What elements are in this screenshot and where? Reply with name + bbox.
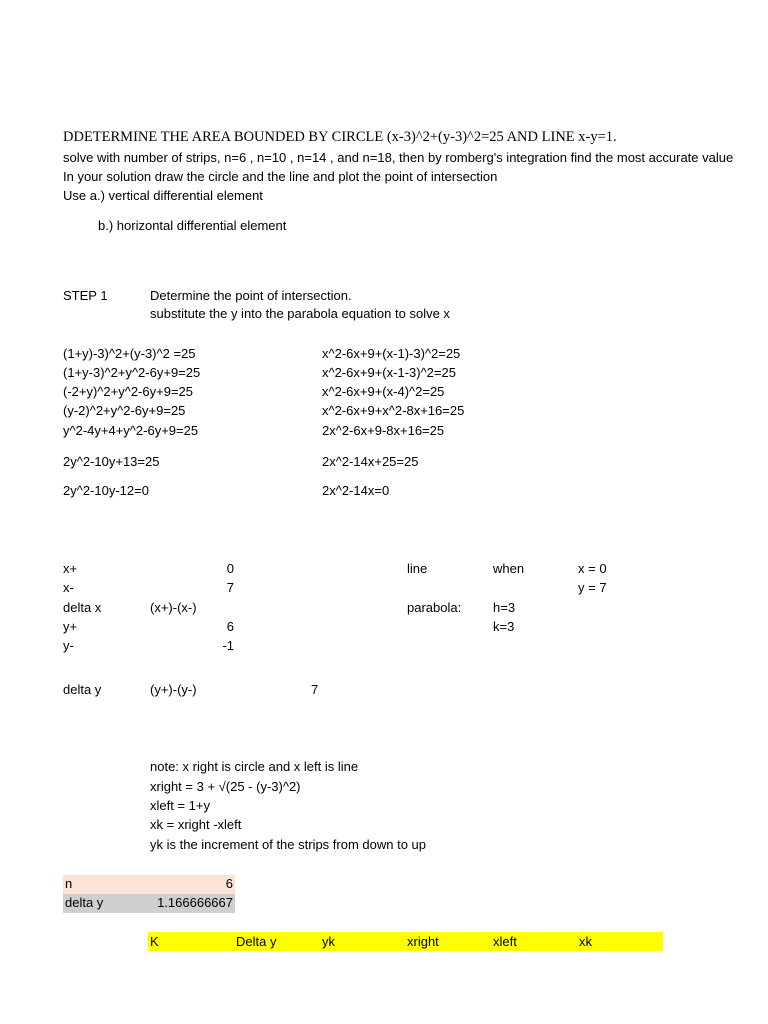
x-zero: x = 0	[578, 561, 607, 576]
step1-label: STEP 1	[63, 288, 108, 303]
step1-desc-1: Determine the point of intersection.	[150, 288, 352, 303]
parabola-label: parabola:	[407, 600, 462, 615]
h-value: h=3	[493, 600, 516, 615]
problem-line-3: Use a.) vertical differential element	[63, 188, 263, 203]
equation-left: (1+y-3)^2+y^2-6y+9=25	[63, 365, 201, 380]
line-label: line	[407, 561, 428, 576]
problem-line-4: b.) horizontal differential element	[98, 218, 287, 233]
table-header-xk: xk	[579, 934, 592, 949]
delta-y-label: delta y	[65, 895, 104, 910]
equation-left: (1+y)-3)^2+(y-3)^2 =25	[63, 346, 196, 361]
table-header-delta-y: Delta y	[236, 934, 277, 949]
equation-right: 2x^2-6x+9-8x+16=25	[322, 423, 445, 438]
table-header-xleft: xleft	[493, 934, 517, 949]
equation-left: 2y^2-10y+13=25	[63, 454, 160, 469]
equation-right: x^2-6x+9+(x-1)-3)^2=25	[322, 346, 461, 361]
problem-title: DDETERMINE THE AREA BOUNDED BY CIRCLE (x-3)^2+(y-3)^2=25 AND LINE x-y=1.	[63, 129, 617, 145]
note-line: note: x right is circle and x left is line	[150, 759, 359, 774]
equation-left: y^2-4y+4+y^2-6y+9=25	[63, 423, 199, 438]
xplus-value: 0	[226, 561, 234, 576]
equation-right: 2x^2-14x=0	[322, 483, 390, 498]
equation-right: x^2-6x+9+(x-4)^2=25	[322, 384, 445, 399]
yminus-value: -1	[222, 638, 234, 653]
deltay-value: 7	[311, 682, 319, 697]
when-label: when	[493, 561, 525, 576]
equation-left: 2y^2-10y-12=0	[63, 483, 149, 498]
note-line: xleft = 1+y	[150, 798, 210, 813]
equation-right: 2x^2-14x+25=25	[322, 454, 419, 469]
deltay-formula: (y+)-(y-)	[150, 682, 197, 697]
xminus-label: x-	[63, 580, 74, 595]
yminus-label: y-	[63, 638, 74, 653]
table-header-k: K	[150, 934, 159, 949]
problem-line-2: In your solution draw the circle and the line and plot the point of intersection	[63, 169, 498, 184]
equation-left: (y-2)^2+y^2-6y+9=25	[63, 403, 186, 418]
equation-left: (-2+y)^2+y^2-6y+9=25	[63, 384, 193, 399]
equation-right: x^2-6x+9+(x-1-3)^2=25	[322, 365, 456, 380]
n-value: 6	[225, 876, 233, 891]
table-header-yk: yk	[322, 934, 335, 949]
deltay-label: delta y	[63, 682, 102, 697]
note-line: yk is the increment of the strips from down to up	[150, 837, 427, 852]
deltax-label: delta x	[63, 600, 102, 615]
note-line: xk = xright -xleft	[150, 817, 242, 832]
n-label: n	[65, 876, 73, 891]
yplus-label: y+	[63, 619, 78, 634]
table-header-xright: xright	[407, 934, 439, 949]
problem-line-1: solve with number of strips, n=6 , n=10 , n=14 , and n=18, then by romberg's integration find the most accurate value	[63, 150, 734, 165]
y-seven: y = 7	[578, 580, 607, 595]
delta-y-value: 1.166666667	[157, 895, 233, 910]
step1-desc-2: substitute the y into the parabola equation to solve x	[150, 306, 450, 321]
xplus-label: x+	[63, 561, 78, 576]
xminus-value: 7	[226, 580, 234, 595]
equation-right: x^2-6x+9+x^2-8x+16=25	[322, 403, 465, 418]
note-line: xright = 3 + √(25 - (y-3)^2)	[150, 779, 301, 794]
deltax-formula: (x+)-(x-)	[150, 600, 197, 615]
yplus-value: 6	[226, 619, 234, 634]
k-value: k=3	[493, 619, 515, 634]
